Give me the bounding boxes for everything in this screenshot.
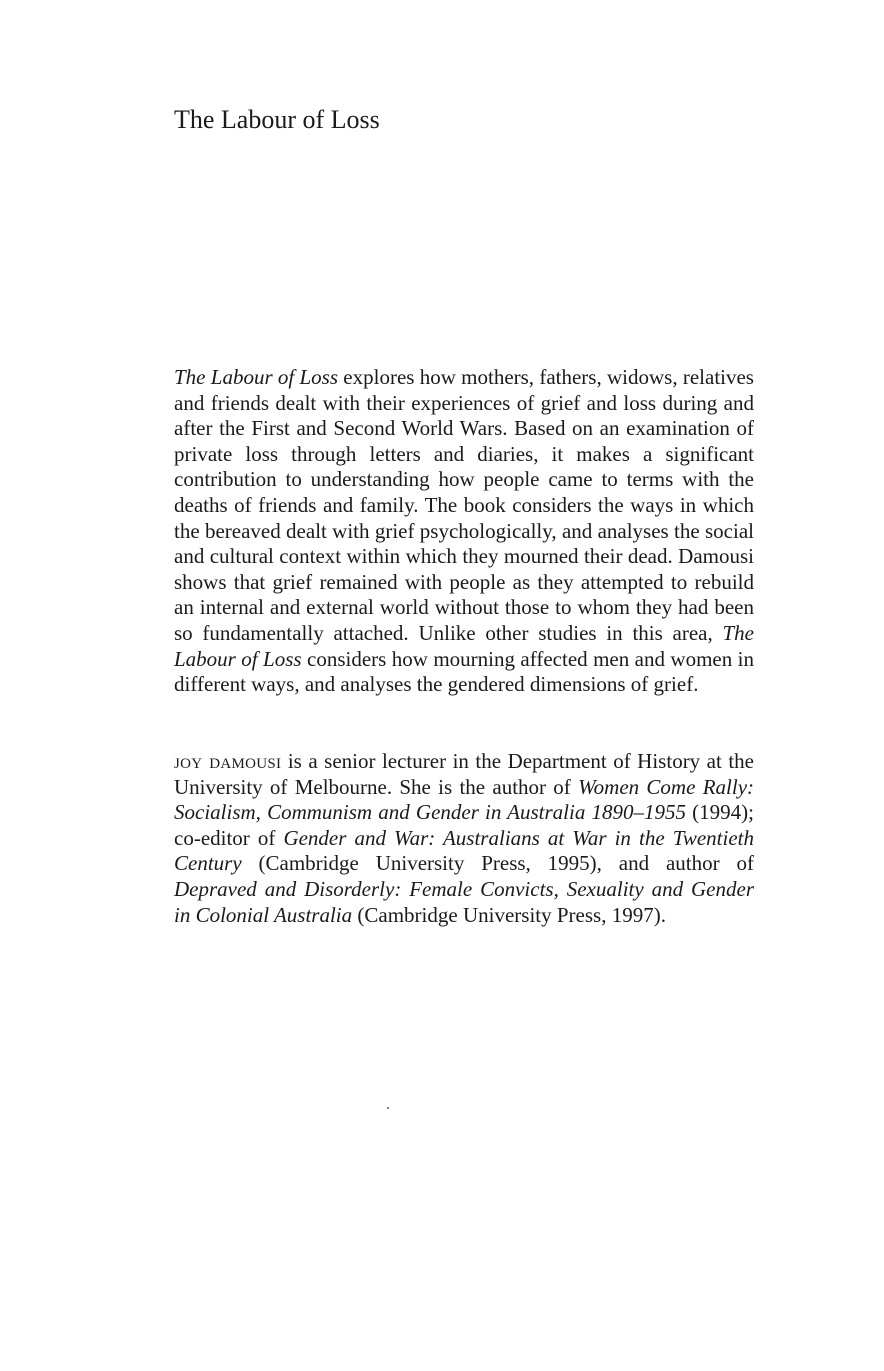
page-title: The Labour of Loss [174, 105, 380, 134]
author-book-2-note: (Cambridge University Press, 1995), and author of [241, 851, 754, 876]
author-bio-intro: is a senior lecturer in the Department of History at the University of Melbourne. She is the author of [174, 749, 754, 799]
author-book-3-title: Depraved and Disorderly: Female Convicts, Sexuality and Gender in Colonial Australia [174, 876, 754, 927]
description-lead-title: The Labour of Loss [174, 365, 339, 389]
author-name: joy damousi [174, 749, 282, 773]
author-book-3-note: (Cambridge University Press, 1997). [352, 902, 666, 927]
book-description [174, 365, 754, 698]
author-book-1-title: Women Come Rally: Socialism, Communism and Gender in Australia 1890–1955 [174, 774, 755, 825]
description-text-part1: explores how mothers, fathers, widows, relatives and friends dealt with their experiences of grief and loss during and after the First and Second World Wars. Based on an examination of private loss through letters and diaries, it makes a significant contribution to understanding how people came to terms with the deaths of friends and family. The book considers the ways in which the bereaved dealt with grief psychologically, and analyses the social and cultural context within which they mourned their dead. Damousi shows that grief remained with people as they attempted to rebuild an internal and external world without those to whom they had been so fundamentally attached. Unlike other studies in this area, [174, 365, 754, 645]
description-text-part2: considers how mourning affected men and women in different ways, and analyses the gendered dimensions of grief. [174, 646, 755, 697]
author-book-1-note: (1994); co-editor of [174, 800, 754, 850]
description-mid-title: The Labour of Loss [174, 620, 754, 671]
author-bio [174, 749, 754, 928]
author-book-2-title: Gender and War: Australians at War in the Twentieth Century [174, 825, 755, 876]
print-speck [387, 1107, 389, 1109]
